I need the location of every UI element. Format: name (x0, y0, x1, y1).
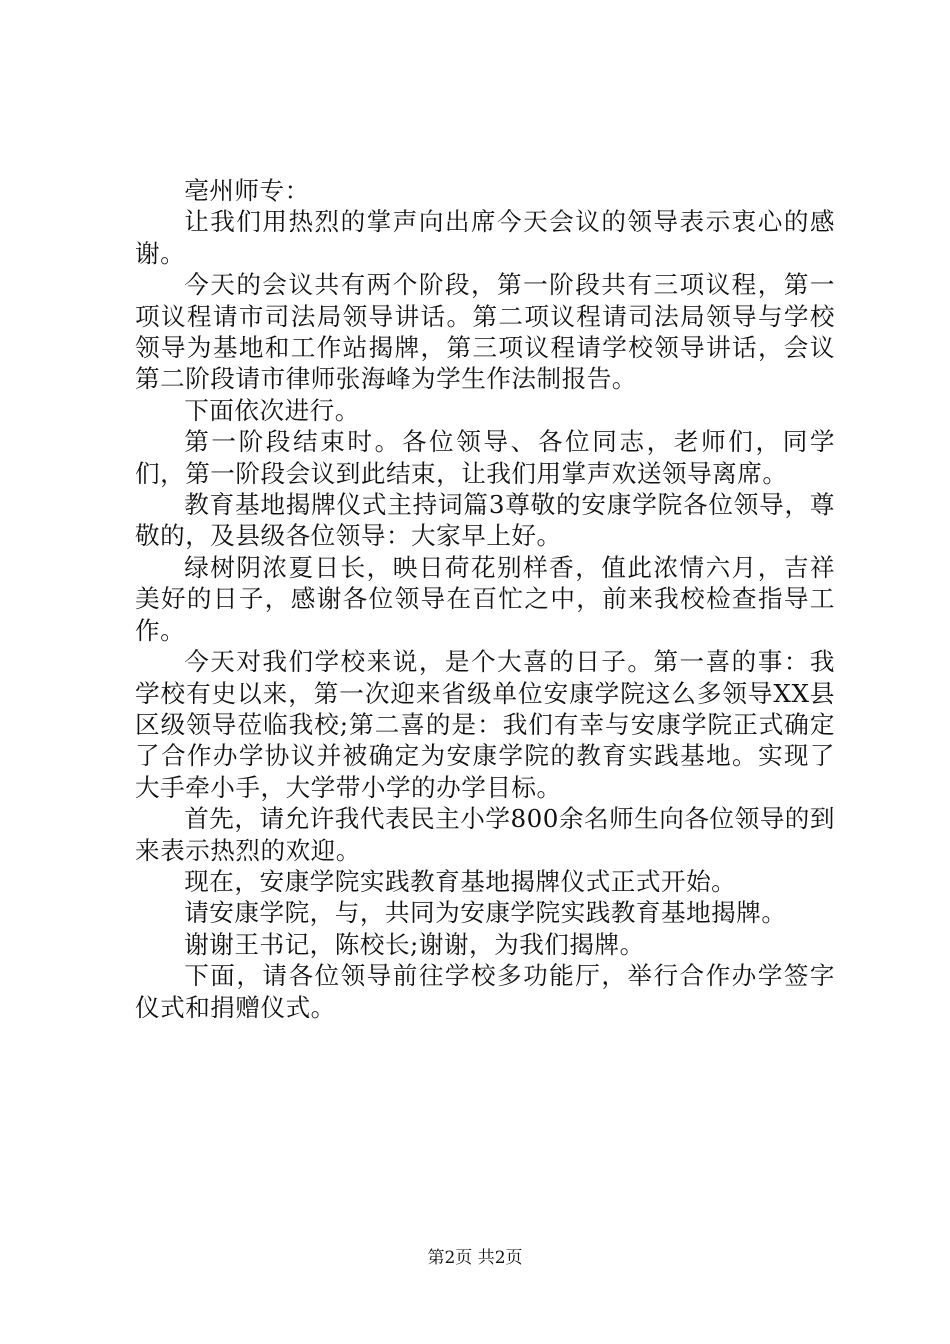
paragraph: 绿树阴浓夏日长，映日荷花别样香，值此浓情六月，吉祥美好的日子，感谢各位领导在百忙之中，前来我校检查指导工作。 (135, 552, 835, 645)
paragraph: 首先，请允许我代表民主小学800余名师生向各位领导的到来表示热烈的欢迎。 (135, 804, 835, 865)
paragraph: 让我们用热烈的掌声向出席今天会议的领导表示衷心的感谢。 (135, 207, 835, 268)
paragraph: 请安康学院，与，共同为安康学院实践教育基地揭牌。 (184, 898, 787, 928)
paragraph: 下面，请各位领导前往学校多功能厅，举行合作办学签字仪式和捐赠仪式。 (135, 961, 835, 1022)
paragraph: 今天对我们学校来说，是个大喜的日子。第一喜的事：我学校有史以来，第一次迎来省级单位安康学院这么多领导XX县区级领导莅临我校;第二喜的是：我们有幸与安康学院正式确定了合作办学协议并被确定为安康学院的教育实践基地。实现了大手牵小手，大学带小学的办学目标。 (135, 647, 835, 802)
paragraph: 教育基地揭牌仪式主持词篇3尊敬的安康学院各位领导，尊敬的，及县级各位领导：大家早上好。 (135, 490, 835, 551)
paragraph: 下面依次进行。 (184, 395, 360, 425)
paragraph: 第一阶段结束时。各位领导、各位同志，老师们，同学们，第一阶段会议到此结束，让我们用掌声欢送领导离席。 (135, 427, 835, 488)
paragraph: 现在，安康学院实践教育基地揭牌仪式正式开始。 (184, 866, 737, 896)
paragraph-salutation: 亳州师专： (184, 176, 310, 205)
page-number: 第2页 共2页 (427, 1248, 523, 1268)
paragraph: 今天的会议共有两个阶段，第一阶段共有三项议程，第一项议程请市司法局领导讲话。第二项议程请司法局领导与学校领导为基地和工作站揭牌，第三项议程请学校领导讲话，会议第二阶段请市律师张海峰为学生作法制报告。 (135, 270, 835, 394)
document-body (135, 175, 835, 1023)
paragraph: 谢谢王书记，陈校长;谢谢，为我们揭牌。 (184, 929, 645, 959)
